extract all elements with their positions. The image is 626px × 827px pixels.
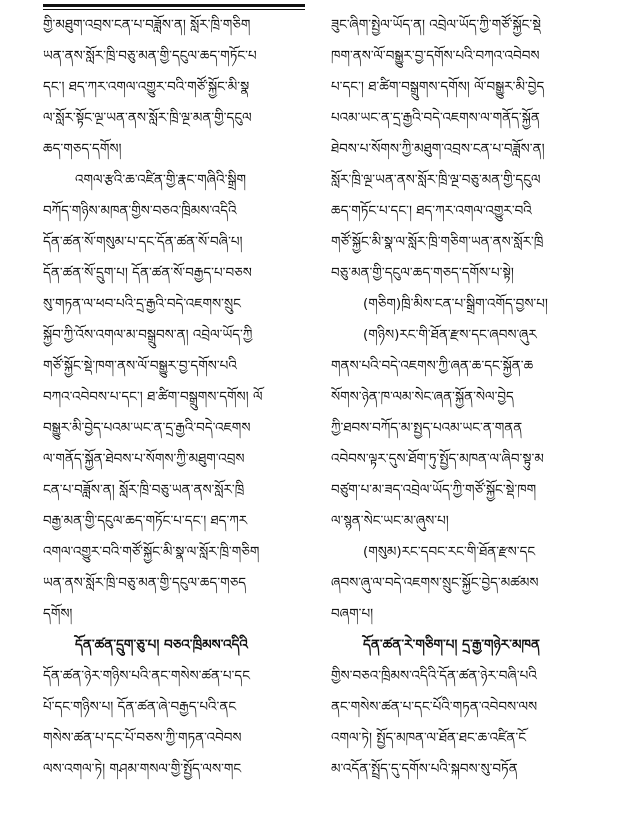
text-line: བཙུག་པ་མ་ཟད་འབྲེལ་ཡོད་ཀྱི་གཙོ་སྐྱོང་སྡེ་ཁག: [331, 482, 537, 498]
text-line: ལ་གནོད་སྐྱོན་ཐེབས་པ་སོགས་ཀྱི་མཐུག་འབྲས: [43, 451, 245, 467]
text-line: སུ་གཏན་ལ་ཕབ་པའི་དྲ་རྒྱའི་བདེ་འཇགས་སྲུང: [43, 296, 241, 312]
text-line: བརྒྱ་མན་གྱི་དངུལ་ཆད་གཏོང་པ་དང་། ཐད་ཀར: [43, 513, 248, 529]
text-line: ཁག་ནས་ལོ་བསྒྱུར་བྱ་དགོས་པའི་བཀའ་འབེབས: [331, 48, 540, 64]
list-item-line: (གཅིག)ཁྲི་མིས་ངན་པ་སྒྲིག་འགོད་བྱས་པ།: [363, 296, 548, 312]
text-line: ལ་སློར་སྟོང་ལྔ་ཡན་ནས་སློར་ཁྲི་ལྔ་མན་གྱི་དངུལ: [43, 110, 252, 126]
text-line: གྱི་མཐུག་འབྲས་ངན་པ་བཟློས་ན། སློར་ཁྲི་གཅིག: [43, 17, 251, 33]
text-line: འབེབས་ལྟར་དུས་ཐོག་ཏུ་སྤྱོད་མཁན་ལ་ཞིབ་སྟུ་མ: [331, 451, 544, 467]
list-item-line: (གསུམ)རང་དབང་རང་གི་ཐོན་རྫས་དང: [363, 544, 536, 560]
header-rule-thick: [43, 4, 305, 7]
text-line: བཞག་པ།: [331, 606, 374, 622]
text-line: པའམ་ཡང་ན་དྲ་རྒྱའི་བདེ་འཇགས་ལ་གནོད་སྐྱོན: [331, 110, 540, 126]
text-line: མ་འདོན་སྤྲོད་དུ་དགོས་པའི་སྐབས་སུ་བཏོན: [331, 761, 518, 777]
paragraph-start-line: འགལ་རྩའི་ཆ་འཛིན་གྱི་རྣང་གཞིའི་སྒྲིག: [75, 172, 247, 188]
text-line: ཡན་ནས་སློར་ཁྲི་བཅུ་མན་གྱི་དངུལ་ཆད་གཏོང་པ: [43, 48, 257, 64]
list-item-line: (གཉིས)རང་གི་ཐོན་རྫས་དང་ཞབས་ཞུར: [363, 327, 537, 343]
text-line: ཞབས་ཞུ་ལ་བདེ་འཇགས་སྲུང་སྐྱོང་བྱེད་མཚམས: [331, 575, 539, 591]
article-heading-line: དོན་ཚན་དྲུག་ཅུ་པ། བཅའ་ཁྲིམས་འདིའི: [75, 637, 248, 653]
text-line: ཡན་ནས་སློར་ཁྲི་བཅུ་མན་གྱི་དངུལ་ཆད་གཅད: [43, 575, 247, 591]
text-line: འགལ་ཏེ། སྤྱོད་མཁན་ལ་ཐོན་ཐང་ཆ་འཛིན་ངོ: [331, 730, 527, 746]
text-line: སྐྱོབ་ཀྱི་འོས་འགལ་མ་བསྒྲུབས་ན། འབྲེལ་ཡོད་ཀྱི: [43, 327, 253, 343]
text-line: གཙོ་སྐྱོང་མི་སྣ་ལ་སློར་ཁྲི་གཅིག་ཡན་ནས་སློར་ཁྲི: [331, 234, 544, 250]
text-line: དོན་ཚན་སོ་གསུམ་པ་དང་དོན་ཚན་སོ་བཞི་པ།: [43, 234, 243, 250]
text-line: ཀྱི་ཐབས་བཀོད་མ་སྤྱད་པའམ་ཡང་ན་གནན: [331, 420, 523, 436]
text-line: ནང་གསེས་ཚན་པ་དང་པོའི་གཏན་འབེབས་ལས: [331, 699, 538, 715]
text-line: གསེས་ཚན་པ་དང་པོ་བཅས་ཀྱི་གཏན་འབེབས: [43, 730, 242, 746]
text-line: བཀོད་གཉིས་མཁན་གྱིས་བཅའ་ཁྲིམས་འདིའི: [43, 203, 237, 219]
text-line: ཆད་གཏོང་པ་དང་། ཐད་ཀར་འགལ་འགྱུར་བའི: [331, 203, 532, 219]
article-heading-line: དོན་ཚན་རེ་གཅིག་པ། དྲ་རྒྱ་གཉེར་མཁན: [363, 637, 540, 653]
text-line: སོགས་ཉེན་ཁ་ལམ་སེང་ཞན་སྐྱོན་སེལ་བྱེད: [331, 389, 514, 405]
text-line: དོན་ཚན་སོ་དྲུག་པ། དོན་ཚན་སོ་བརྒྱད་པ་བཅས: [43, 265, 252, 281]
text-line: དང་། ཐད་ཀར་འགལ་འགྱུར་བའི་གཙོ་སྐྱོང་མི་སྣ: [43, 79, 250, 95]
text-line: དགོས།: [43, 606, 73, 622]
text-line: འགལ་འགྱུར་བའི་གཙོ་སྐྱོང་མི་སྣ་ལ་སློར་ཁྲི་གཅིག: [43, 544, 260, 560]
text-line: སློར་ཁྲི་ལྔ་ཡན་ནས་སློར་ཁྲི་ལྔ་བཅུ་མན་གྱི་དངུལ: [331, 172, 541, 188]
text-line: ངན་པ་བཟློས་ན། སློར་ཁྲི་བཅུ་ཡན་ནས་སློར་ཁྲི: [43, 482, 245, 498]
text-line: ཆད་གཅད་དགོས།: [43, 141, 122, 157]
right-column: [331, 10, 593, 785]
text-line: གནས་པའི་བདེ་འཇགས་ཀྱི་ཞན་ཆ་དང་སྐྱོན་ཆ: [331, 358, 534, 374]
text-line: ཐེབས་པ་སོགས་ཀྱི་མཐུག་འབྲས་ངན་པ་བཟློས་ན།: [331, 141, 545, 157]
text-line: པོ་དང་གཉིས་པ། དོན་ཚན་ཞེ་བརྒྱད་པའི་ནང: [43, 699, 237, 715]
text-line: ལ་སྙན་སེང་ཡང་མ་ཞུས་པ།: [331, 513, 449, 529]
text-line: བཀའ་འབེབས་པ་དང་། ཐ་ཚིག་བསྒྲུགས་དགོས། ལོ: [43, 389, 263, 405]
text-line: གཙོ་སྐྱོང་སྡེ་ཁག་ནས་ལོ་བསྒྱུར་བྱ་དགོས་པའི: [43, 358, 237, 374]
text-line: བསྒྱུར་མི་བྱེད་པའམ་ཡང་ན་དྲ་རྒྱའི་བདེ་འཇགས: [43, 420, 251, 436]
text-line: དོན་ཚན་ཉེར་གཉིས་པའི་ནང་གསེས་ཚན་པ་དང: [43, 668, 250, 684]
left-column: [43, 10, 305, 785]
text-line: གྱིས་བཅའ་ཁྲིམས་འདིའི་དོན་ཚན་ཉེར་བཞི་པའི: [331, 668, 537, 684]
text-line: ཟུང་ཞིག་སྤྱེལ་ཡོད་ན། འབྲེལ་ཡོད་ཀྱི་གཙོ་སྐྱོང་སྡེ: [331, 17, 541, 33]
text-line: ལས་འགལ་ཏེ། གཤམ་གསལ་གྱི་སྤྱོད་ལས་གང: [43, 761, 242, 777]
text-line: པ་དང་། ཐ་ཚིག་བསྒྲུགས་དགོས། ལོ་བསྒྱུར་མི་བྱེད: [331, 79, 545, 95]
text-line: བཅུ་མན་གྱི་དངུལ་ཆད་གཅད་དགོས་པ་སྟེ།: [331, 265, 514, 281]
